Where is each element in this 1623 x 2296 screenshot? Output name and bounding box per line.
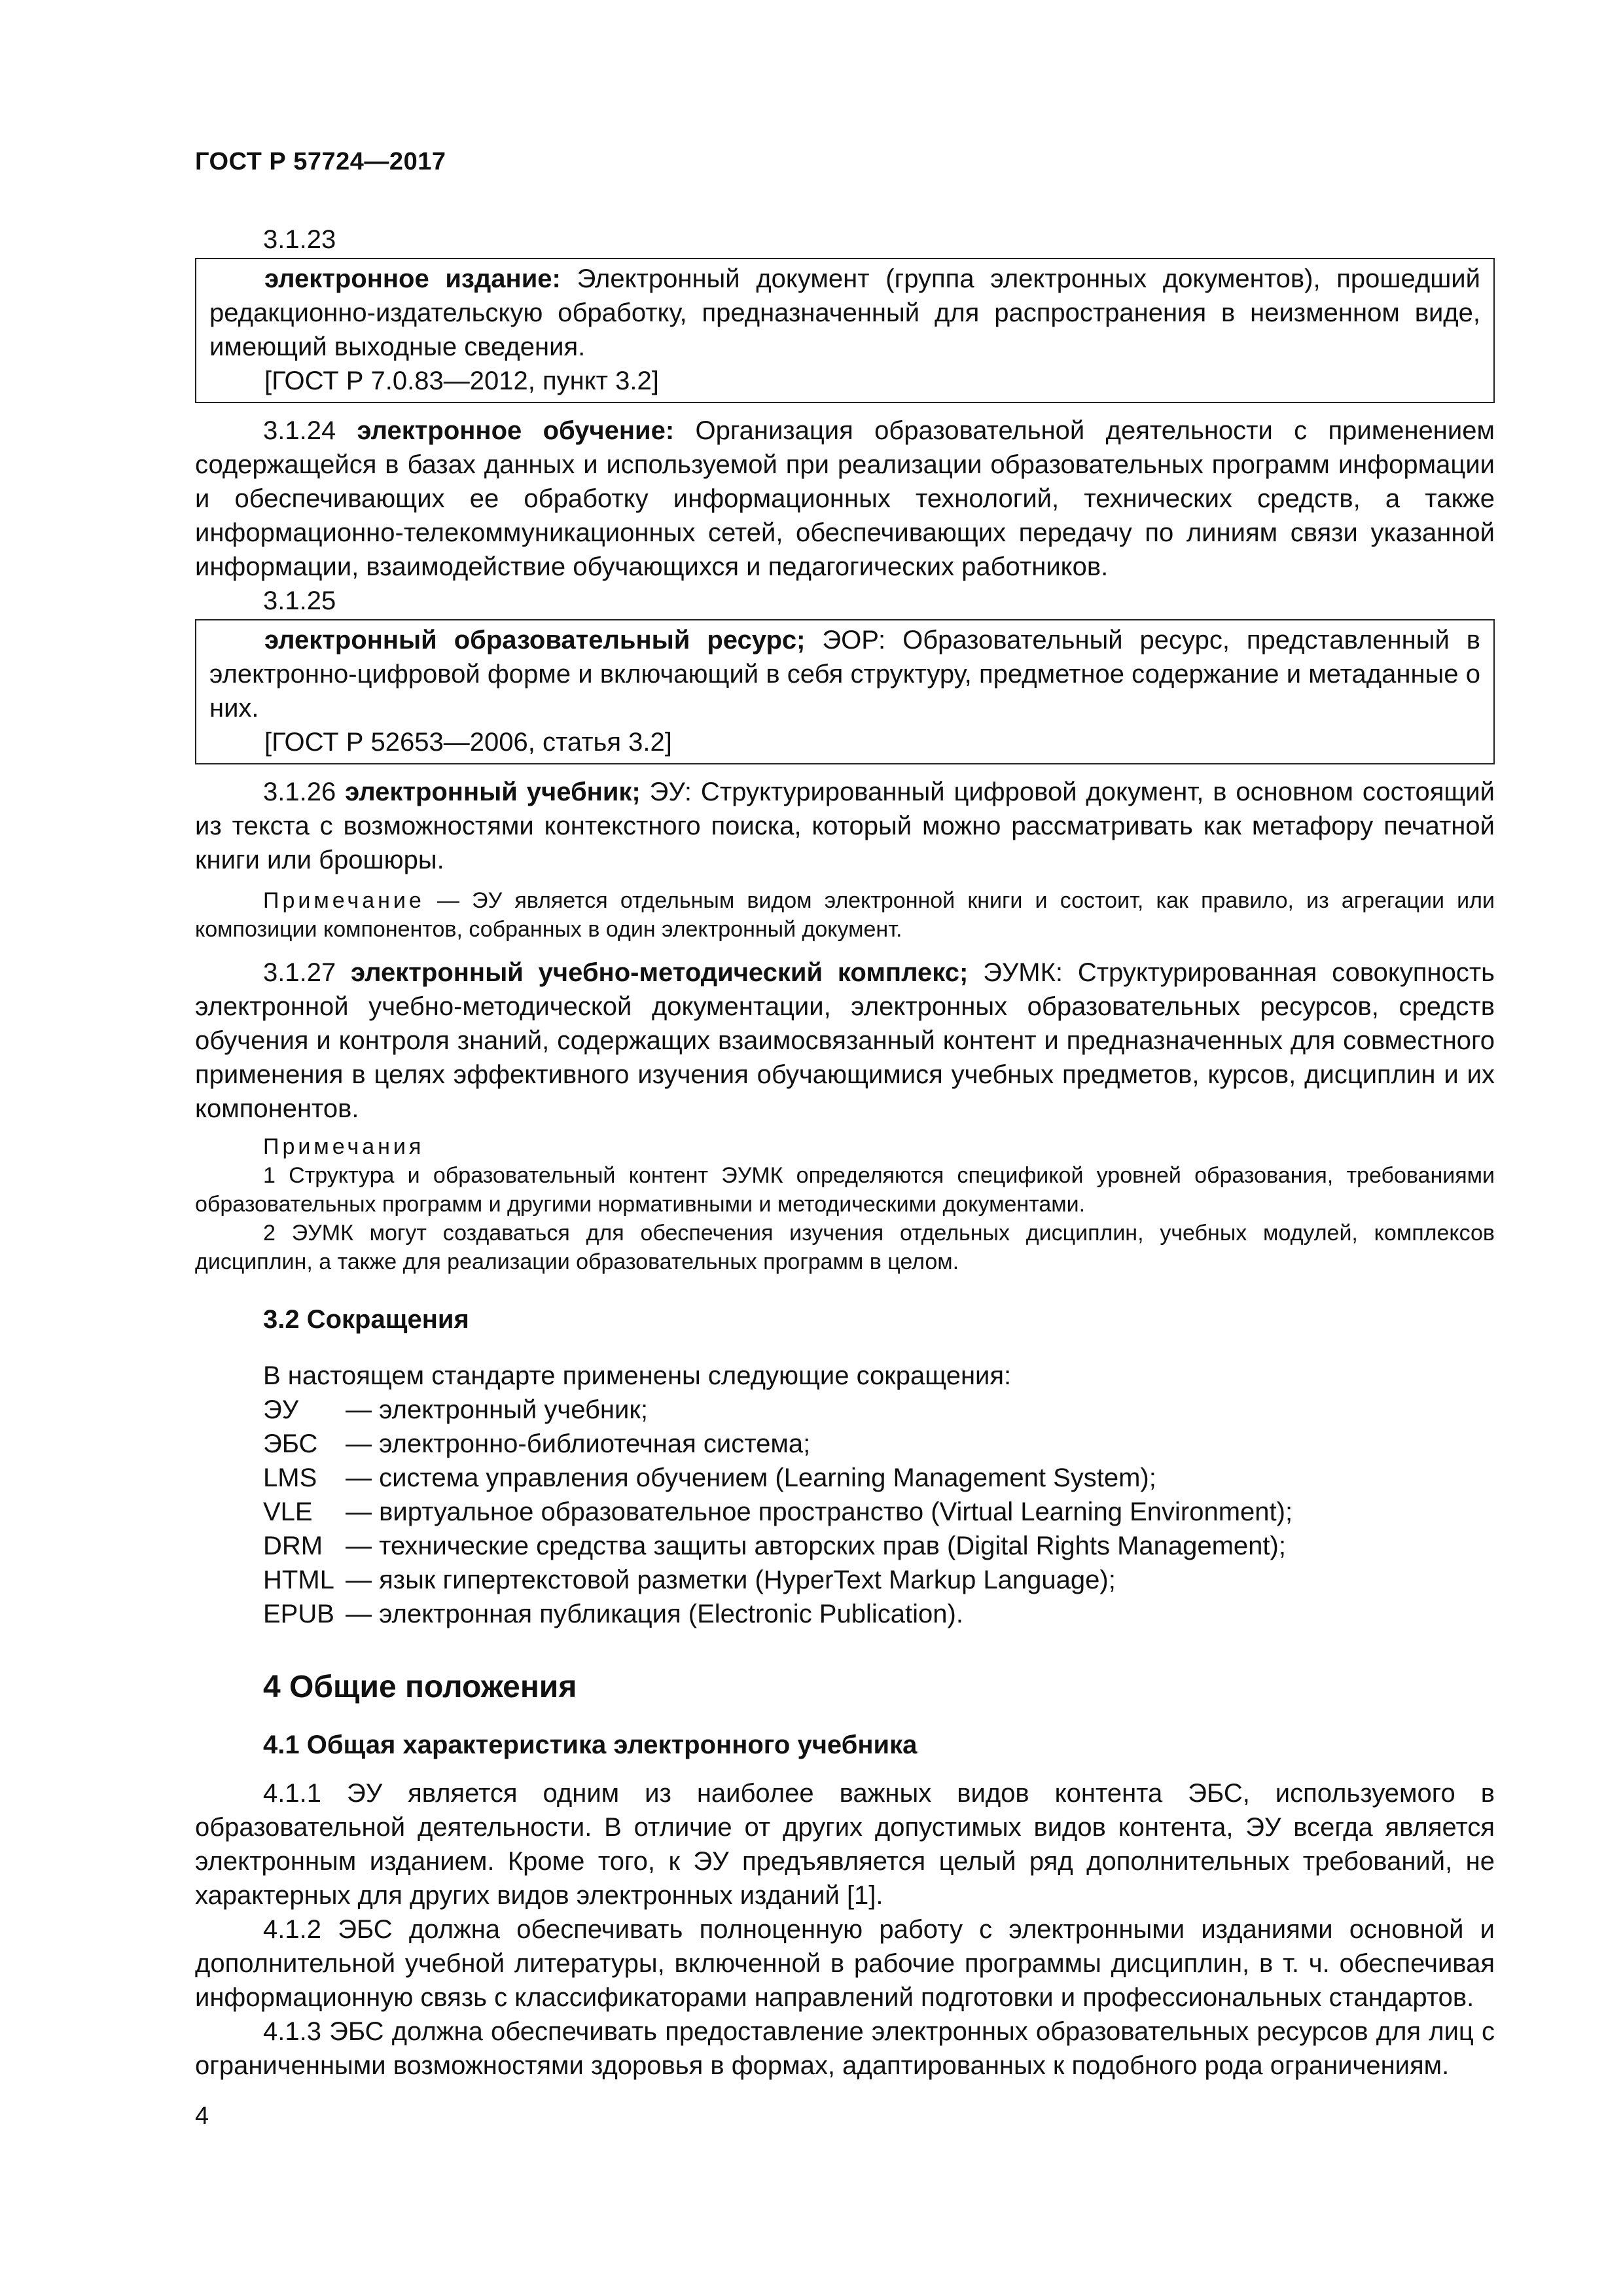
abbreviation-row bbox=[195, 1393, 1495, 1427]
subsection-heading: 4.1 Общая характеристика электронного учебника bbox=[263, 1731, 918, 1759]
abbreviation-desc: — виртуальное образовательное пространство (Virtual Learning Environment); bbox=[346, 1498, 1293, 1526]
term-box bbox=[195, 619, 1495, 764]
paragraph: 4.1.2 ЭБС должна обеспечивать полноценную работу с электронными изданиями основной и дополнительной учебной литературы, включенной в рабочие программы дисциплин, в т. ч. обеспечивая информационную связь с классификаторами направлений подготовки и профессиональных стандартов. bbox=[195, 1915, 1495, 2012]
notes-label: Примечания bbox=[263, 1134, 425, 1159]
abbreviation-row bbox=[195, 1563, 1495, 1597]
abbreviation-code: DRM bbox=[263, 1532, 323, 1560]
term-text: ЭУ: Структурированный цифровой документ, в основном состоящий из текста с возможностями контекстного поиска, который можно рассматривать как метафору печатной книги или брошюры. bbox=[195, 778, 1495, 874]
term-reference: [ГОСТ Р 7.0.83—2012, пункт 3.2] bbox=[264, 367, 659, 395]
abbreviation-row bbox=[195, 1597, 1495, 1631]
section-heading: 4 Общие положения bbox=[263, 1670, 577, 1704]
note-text: — ЭУ является отдельным видом электронной книги и состоит, как правило, из агрегации или композиции компонентов, собранных в один электронный документ. bbox=[195, 888, 1495, 942]
term-title: электронный учебник; bbox=[345, 778, 641, 806]
term-number: 3.1.23 bbox=[263, 225, 336, 254]
term-definition bbox=[195, 414, 1495, 584]
abbreviation-code: LMS bbox=[263, 1463, 317, 1492]
section-heading: 3.2 Сокращения bbox=[263, 1305, 469, 1334]
abbreviation-desc: — технические средства защиты авторских прав (Digital Rights Management); bbox=[346, 1532, 1286, 1560]
term-number: 3.1.27 bbox=[263, 958, 351, 987]
page-number: 4 bbox=[195, 2102, 209, 2130]
term-definition bbox=[209, 623, 1480, 725]
note bbox=[195, 886, 1495, 944]
term-title: электронный учебно-методический комплекс; bbox=[351, 958, 969, 987]
abbreviation-code: ЭБС bbox=[263, 1429, 318, 1458]
term-number: 3.1.24 bbox=[263, 416, 357, 445]
term-text: Электронный документ (группа электронных документов), прошедший редакционно-издательскую обработку, предназначенный для распространения в неизменном виде, имеющий выходные сведения. bbox=[209, 264, 1480, 361]
abbreviation-code: EPUB bbox=[263, 1600, 334, 1628]
abbreviation-row bbox=[195, 1427, 1495, 1461]
abbreviation-code: VLE bbox=[263, 1498, 313, 1526]
abbreviation-row bbox=[195, 1529, 1495, 1563]
term-definition bbox=[195, 956, 1495, 1126]
abbreviation-desc: — электронный учебник; bbox=[346, 1395, 648, 1424]
term-text: Организация образовательной деятельности с применением содержащейся в базах данных и используемой при реализации образовательных программ информации и обеспечивающих ее обработку информационных технологий, технических средств, а также информационно-телекоммуникационных сетей, обеспечивающих передачу по линиям связи указанной информации, взаимодействие обучающихся и педагогических работников. bbox=[195, 416, 1495, 581]
term-reference: [ГОСТ Р 52653—2006, статья 3.2] bbox=[264, 728, 672, 757]
abbreviation-code: ЭУ bbox=[263, 1395, 299, 1424]
term-title: электронное обучение: bbox=[357, 416, 675, 445]
abbreviation-row bbox=[195, 1461, 1495, 1495]
note bbox=[195, 1161, 1495, 1276]
term-text: ЭОР: Образовательный ресурс, представленный в электронно-цифровой форме и включающий в себя структуру, предметное содержание и метаданные о них. bbox=[209, 626, 1481, 723]
abbreviation-desc: — электронно-библиотечная система; bbox=[346, 1429, 811, 1458]
note-text: 1 Структура и образовательный контент ЭУМК определяются спецификой уровней образования, требованиями образовательных программ и другими нормативными и методическими документами. bbox=[195, 1163, 1495, 1217]
term-title: электронное издание: bbox=[264, 264, 561, 293]
term-text: ЭУМК: Структурированная совокупность электронной учебно-методической документации, электронных образовательных ресурсов, средств обучения и контроля знаний, содержащих взаимосвязанный контент и предназначенных для совместного применения в целях эффективного изучения обучающимися учебных предметов, курсов, дисциплин и их компонентов. bbox=[195, 958, 1495, 1123]
abbreviation-desc: — система управления обучением (Learning Management System); bbox=[346, 1463, 1156, 1492]
abbreviation-desc: — электронная публикация (Electronic Publication). bbox=[346, 1600, 963, 1628]
term-definition bbox=[195, 775, 1495, 877]
note-label: Примечание bbox=[263, 888, 425, 913]
note-text: 2 ЭУМК могут создаваться для обеспечения изучения отдельных дисциплин, учебных модулей, комплексов дисциплин, а также для реализации образовательных программ в целом. bbox=[195, 1221, 1495, 1274]
term-title: электронный образовательный ресурс; bbox=[264, 626, 806, 655]
abbreviation-row bbox=[195, 1495, 1495, 1529]
abbreviations-intro: В настоящем стандарте применены следующие сокращения: bbox=[263, 1361, 1012, 1390]
abbreviation-code: HTML bbox=[263, 1566, 334, 1594]
term-box bbox=[195, 258, 1495, 403]
term-definition bbox=[209, 262, 1480, 364]
paragraph: 4.1.1 ЭУ является одним из наиболее важных видов контента ЭБС, используемого в образовательной деятельности. В отличие от других допустимых видов контента, ЭУ всегда является электронным изданием. Кроме того, к ЭУ предъявляется целый ряд дополнительных требований, не характерных для других видов электронных изданий [1]. bbox=[195, 1779, 1495, 1910]
term-number: 3.1.26 bbox=[263, 778, 346, 806]
paragraph: 4.1.3 ЭБС должна обеспечивать предоставление электронных образовательных ресурсов для лиц с ограниченными возможностями здоровья в формах, адаптированных к подобного рода ограничениям. bbox=[195, 2017, 1495, 2080]
document-body bbox=[195, 223, 1495, 2083]
abbreviation-list bbox=[195, 1393, 1495, 1631]
document-header: ГОСТ Р 57724—2017 bbox=[195, 148, 446, 175]
term-number: 3.1.25 bbox=[263, 586, 336, 615]
abbreviation-desc: — язык гипертекстовой разметки (HyperText Markup Language); bbox=[346, 1566, 1116, 1594]
